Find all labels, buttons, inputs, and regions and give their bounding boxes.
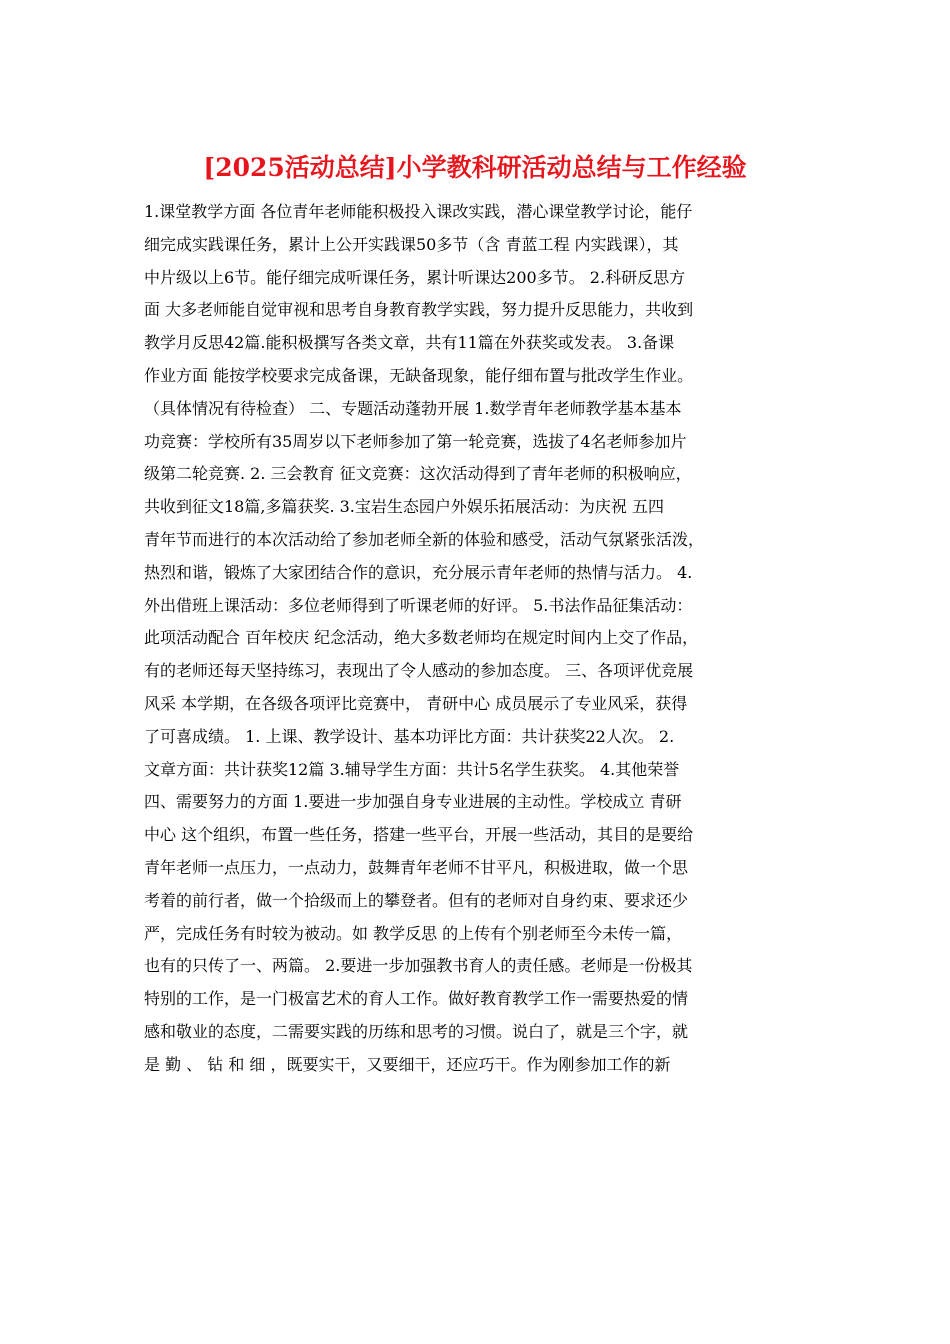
body-line: 感和敬业的态度，二需要实践的历练和思考的习惯。说白了，就是三个字，就 [144,1021,689,1041]
body-line: 严，完成任务有时较为被动。如 教学反思 的上传有个别老师至今未传一篇， [144,923,683,943]
body-line: 级第二轮竞赛. 2. 三会教育 征文竞赛：这次活动得到了青年老师的积极响应， [144,464,692,484]
body-line: 外出借班上课活动：多位老师得到了听课老师的好评。 5.书法作品征集活动： [144,595,693,615]
body-line: 是 勤 、 钻 和 细 ，既要实干，又要细干，还应巧干。作为刚参加工作的新 [144,1054,671,1074]
body-line: 细完成实践课任务，累计上公开实践课50多节（含 青蓝工程 内实践课），其 [144,234,679,254]
body-line: 考着的前行者，做一个拾级而上的攀登者。但有的老师对自身约束、要求还少 [144,890,689,910]
document-body [144,196,808,1082]
body-line: 作业方面 能按学校要求完成备课，无缺备现象，能仔细布置与批改学生作业。 [144,365,694,385]
document-title: [2025活动总结]小学教科研活动总结与工作经验 [203,153,747,182]
body-line: 也有的只传了一、两篇。 2.要进一步加强教书育人的责任感。老师是一份极其 [144,956,693,976]
body-line: 此项活动配合 百年校庆 纪念活动，绝大多数老师均在规定时间内上交了作品， [144,628,699,648]
body-line: 四、需要努力的方面 1.要进一步加强自身专业进展的主动性。学校成立 青研 [144,792,682,812]
body-line: 青年节而进行的本次活动给了参加老师全新的体验和感受，活动气氛紧张活泼， [144,529,705,549]
body-line: 热烈和谐，锻炼了大家团结合作的意识，充分展示青年老师的热情与活力。 4. [144,562,693,582]
body-line: 了可喜成绩。 1. 上课、教学设计、基本功评比方面：共计获奖22人次。 2. [144,726,675,746]
body-line: 青年老师一点压力，一点动力，鼓舞青年老师不甘平凡，积极进取，做一个思 [144,857,689,877]
body-line: 功竞赛：学校所有35周岁以下老师参加了第一轮竞赛，选拔了4名老师参加片 [144,431,687,451]
body-line: 1.课堂教学方面 各位青年老师能积极投入课改实践，潜心课堂教学讨论，能仔 [144,202,693,221]
body-line: 有的老师还每天坚持练习，表现出了令人感动的参加态度。 三、各项评优竞展 [144,661,694,681]
body-line: 面 大多老师能自觉审视和思考自身教育教学实践，努力提升反思能力，共收到 [144,300,694,320]
body-line: 共收到征文18篇,多篇获奖. 3.宝岩生态园户外娱乐拓展活动：为庆祝 五四 [144,497,664,517]
body-line: 特别的工作，是一门极富艺术的育人工作。做好教育教学工作一需要热爱的情 [144,989,689,1009]
body-line: 教学月反思42篇.能积极撰写各类文章，共有11篇在外获奖或发表。 3.备课 [144,333,675,353]
body-line: 中片级以上6节。能仔细完成听课任务，累计听课达200多节。 2.科研反思方 [144,267,686,287]
body-line: 风采 本学期，在各级各项评比竞赛中， 青研中心 成员展示了专业风采，获得 [144,693,688,713]
body-line: 文章方面：共计获奖12篇 3.辅导学生方面：共计5名学生获奖。 4.其他荣誉 [144,759,680,779]
body-line: （具体情况有待检查） 二、专题活动蓬勃开展 1.数学青年老师教学基本基本 [144,398,682,418]
body-line: 中心 这个组织，布置一些任务，搭建一些平台，开展一些活动，其目的是要给 [144,825,694,845]
